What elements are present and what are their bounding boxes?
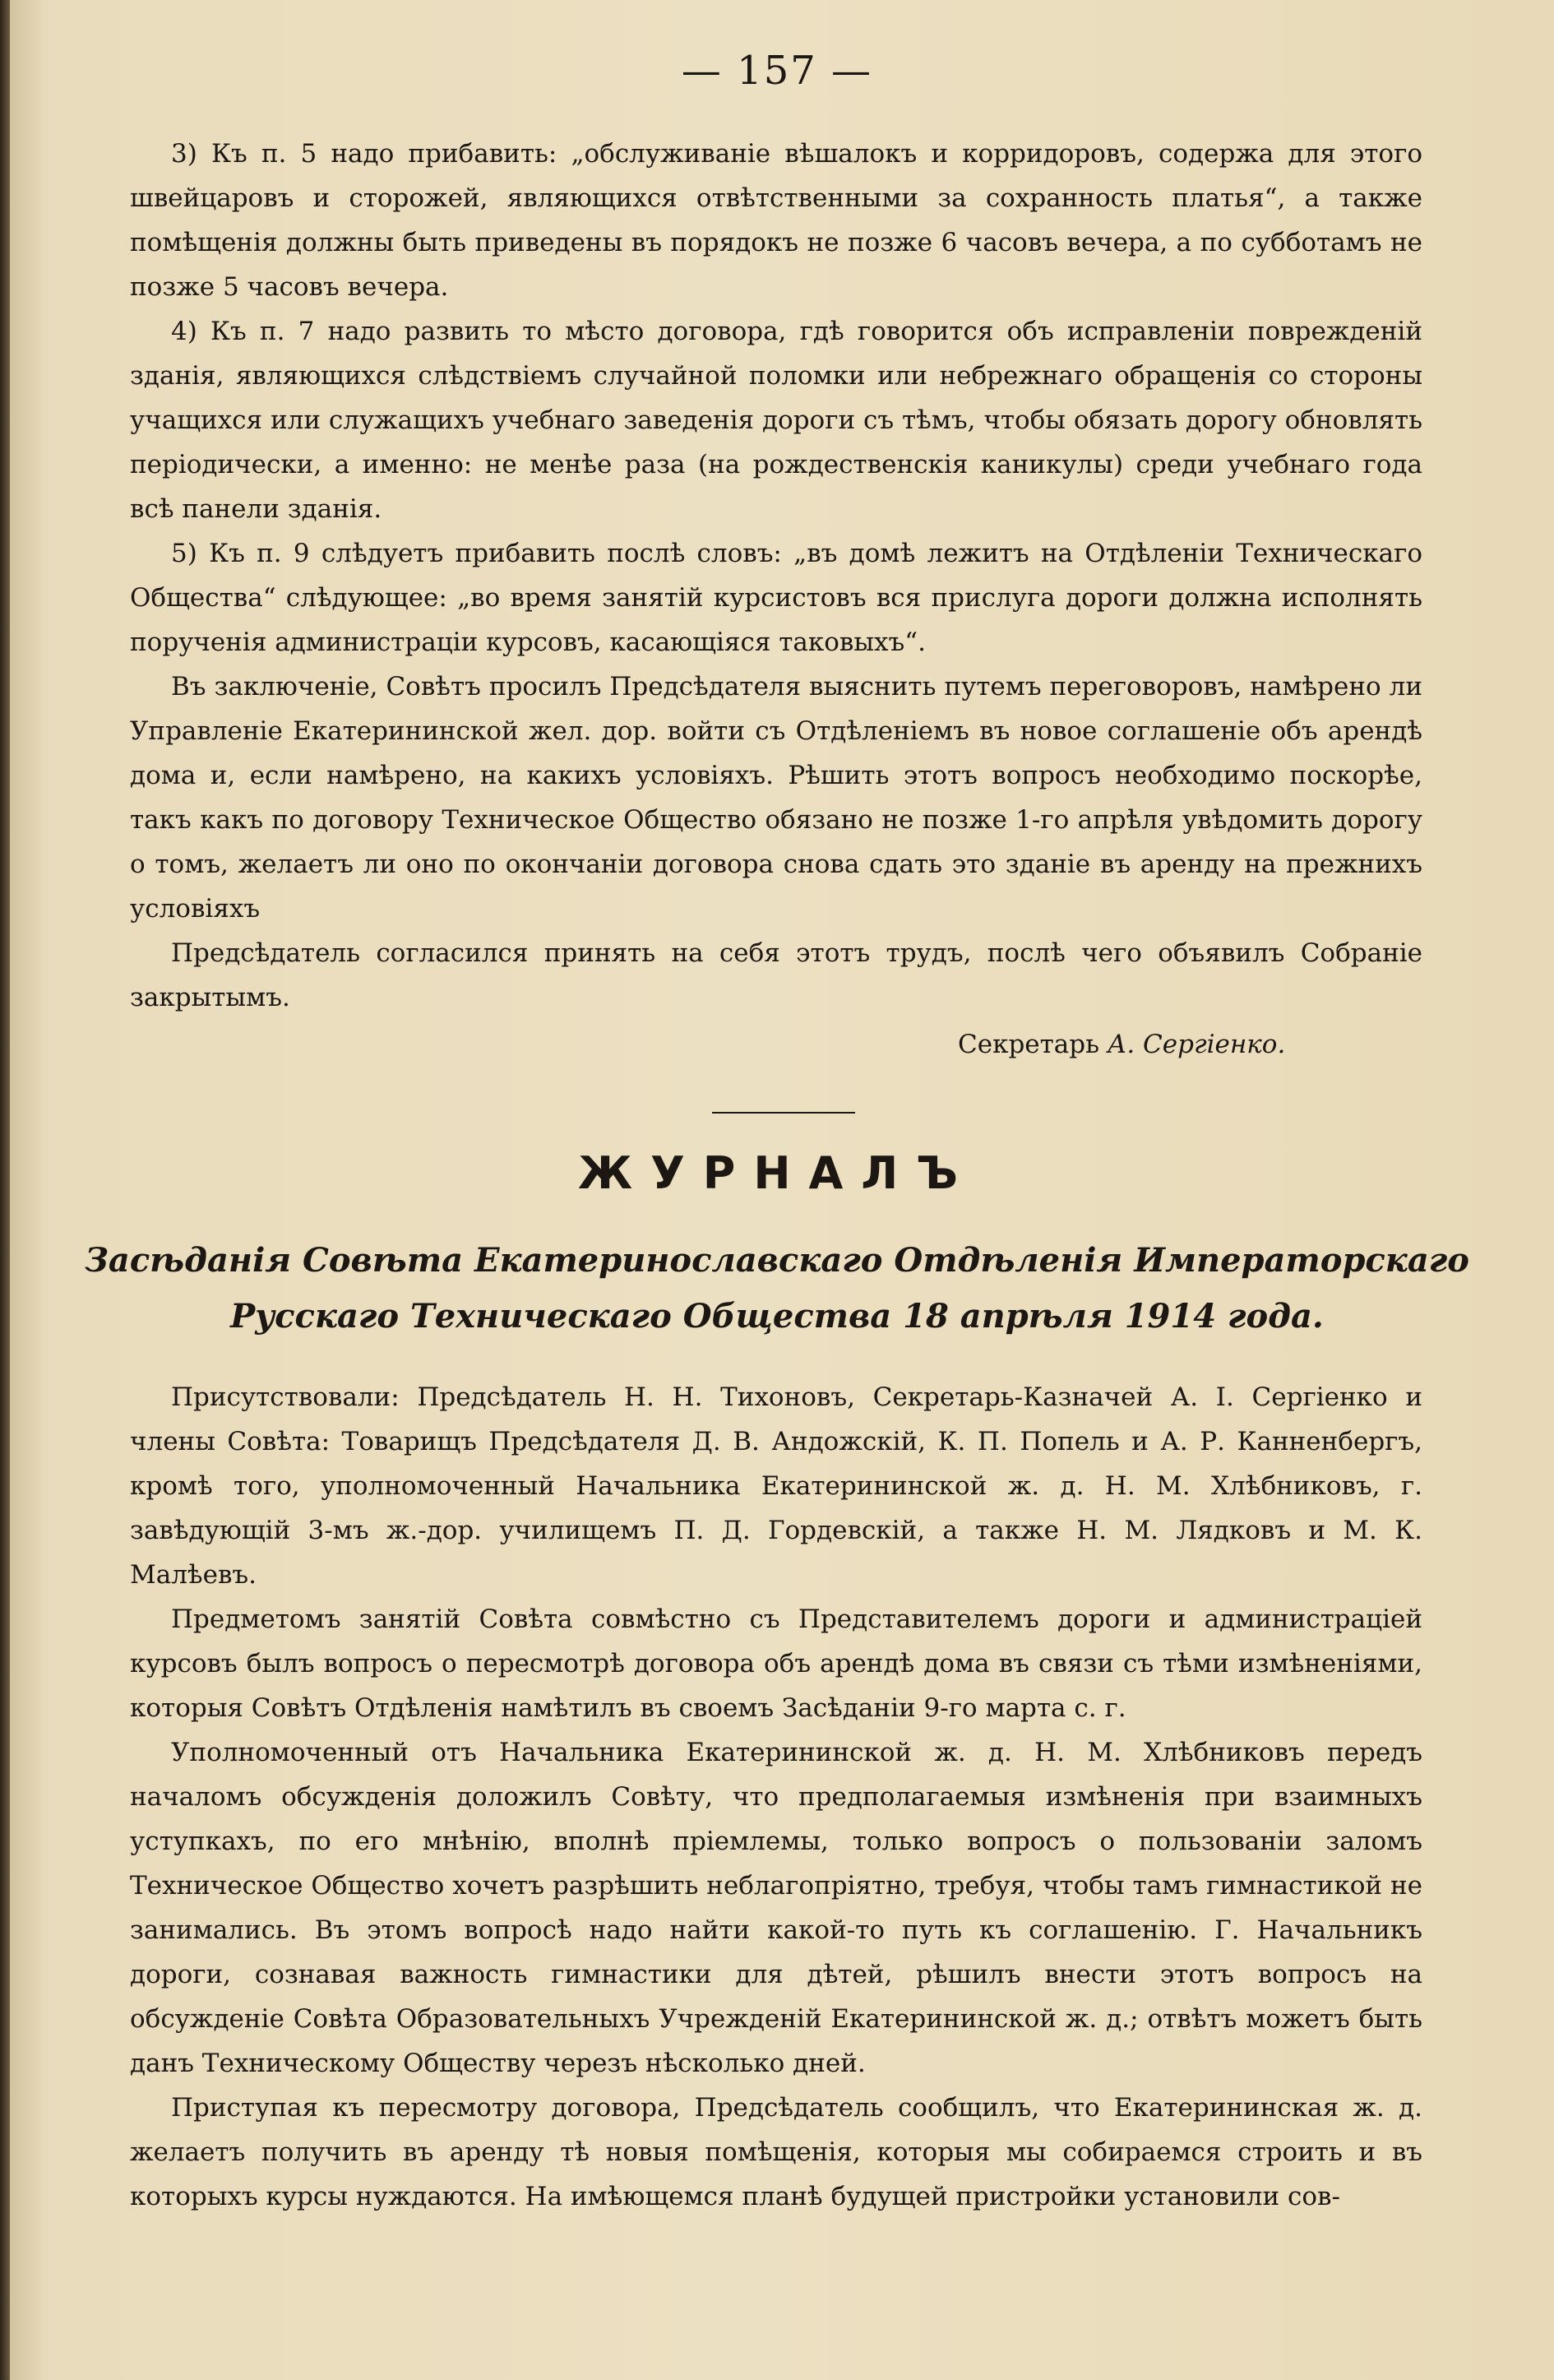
- paragraph-conclusion: Въ заключеніе, Совѣтъ просилъ Предсѣдателя выяснить путемъ переговоровъ, намѣрено ли Управленіе Екатерининской жел. дор. войти съ Отдѣленіемъ въ новое соглашеніе объ арендѣ дома и, если намѣрено, на какихъ условіяхъ. Рѣшить этотъ вопросъ необходимо поскорѣе, такъ какъ по договору Техническое Общество обязано не позже 1-го апрѣля увѣдомить дорогу о томъ, желаетъ ли оно по окончаніи договора снова сдать это зданіе въ аренду на прежнихъ условіяхъ: [130, 672, 1422, 924]
- paragraph-contract-review: Приступая къ пересмотру договора, Предсѣдатель сообщилъ, что Екатерининская ж. д. желаетъ получить въ аренду тѣ новыя помѣщенія, которыя мы собираемся строить и въ которыхъ курсы нуждаются. На имѣющемся планѣ будущей пристройки установили сов-: [130, 2093, 1422, 2211]
- paragraph-attendees: Присутствовали: Предсѣдатель Н. Н. Тихоновъ, Секретарь-Казначей А. І. Сергіенко и члены Совѣта: Товарищъ Предсѣдателя Д. В. Андожскій, К. П. Попель и А. Р. Канненбергъ, кромѣ того, уполномоченный Начальника Екатерининской ж. д. Н. М. Хлѣбниковъ, г. завѣдующій 3-мъ ж.-дор. училищемъ П. Д. Гордевскій, а также Н. М. Лядковъ и М. К. Малѣевъ.: [130, 1382, 1422, 1590]
- journal-subtitle-line2: Русскаго Техническаго Общества 18 апрѣля 1914 года.: [230, 1297, 1324, 1336]
- signature-label: Секретарь: [958, 1030, 1099, 1059]
- section-divider: [712, 1112, 855, 1114]
- journal-subtitle-line1: Засѣданія Совѣта Екатеринославскаго Отдѣленія Императорскаго: [85, 1241, 1469, 1280]
- paragraph-representative: Уполномоченный отъ Начальника Екатерининской ж. д. Н. М. Хлѣбниковъ передъ началомъ обсужденія доложилъ Совѣту, что предполагаемыя измѣненія при взаимныхъ уступкахъ, по его мнѣнію, вполнѣ пріемлемы, только вопросъ о пользованіи заломъ Техническое Общество хочетъ разрѣшить неблагопріятно, требуя, чтобы тамъ гимнастикой не занимались. Въ этомъ вопросѣ надо найти какой-то путь къ соглашенію. Г. Начальникъ дороги, сознавая важность гимнастики для дѣтей, рѣшилъ внести этотъ вопросъ на обсужденіе Совѣта Образовательныхъ Учрежденій Екатерининской ж. д.; отвѣтъ можетъ быть данъ Техническому Обществу черезъ нѣсколько дней.: [130, 1738, 1422, 2078]
- journal-text: [130, 1375, 1422, 2219]
- signature-name: А. Сергіенко.: [1107, 1030, 1286, 1059]
- paragraph-item-3: 3) Къ п. 5 надо прибавить: „обслуживаніе вѣшалокъ и корридоровъ, содержа для этого швейцаровъ и сторожей, являющихся отвѣтственными за сохранность платья“, а также помѣщенія должны быть приведены въ порядокъ не позже 6 часовъ вечера, а по субботамъ не позже 5 часовъ вечера.: [130, 139, 1422, 302]
- paragraph-item-5: 5) Къ п. 9 слѣдуетъ прибавить послѣ словъ: „въ домѣ лежитъ на Отдѣленіи Техническаго Общества“ слѣдующее: „во время занятій курсистовъ вся прислуга дороги должна исполнять порученія администраціи курсовъ, касающіяся таковыхъ“.: [130, 539, 1422, 657]
- section1-text: [130, 132, 1422, 1020]
- secretary-signature: [958, 1030, 1285, 1059]
- paragraph-subject: Предметомъ занятій Совѣта совмѣстно съ Представителемъ дороги и администраціей курсовъ былъ вопросъ о пересмотрѣ договора объ арендѣ дома въ связи съ тѣми измѣненіями, которыя Совѣтъ Отдѣленія намѣтилъ въ своемъ Засѣданіи 9-го марта с. г.: [130, 1604, 1422, 1723]
- paragraph-closing: Предсѣдатель согласился принять на себя этотъ трудъ, послѣ чего объявилъ Собраніе закрытымъ.: [130, 938, 1422, 1012]
- page-number: — 157 —: [681, 48, 873, 94]
- paragraph-item-4: 4) Къ п. 7 надо развить то мѣсто договора, гдѣ говорится объ исправленіи поврежденій зданія, являющихся слѣдствіемъ случайной поломки или небрежнаго обращенія со стороны учащихся или служащихъ учебнаго заведенія дороги съ тѣмъ, чтобы обязать дорогу обновлять періодически, а именно: не менѣе раза (на рождественскія каникулы) среди учебнаго года всѣ панели зданія.: [130, 317, 1422, 524]
- journal-heading: ЖУРНАЛЪ: [578, 1147, 976, 1199]
